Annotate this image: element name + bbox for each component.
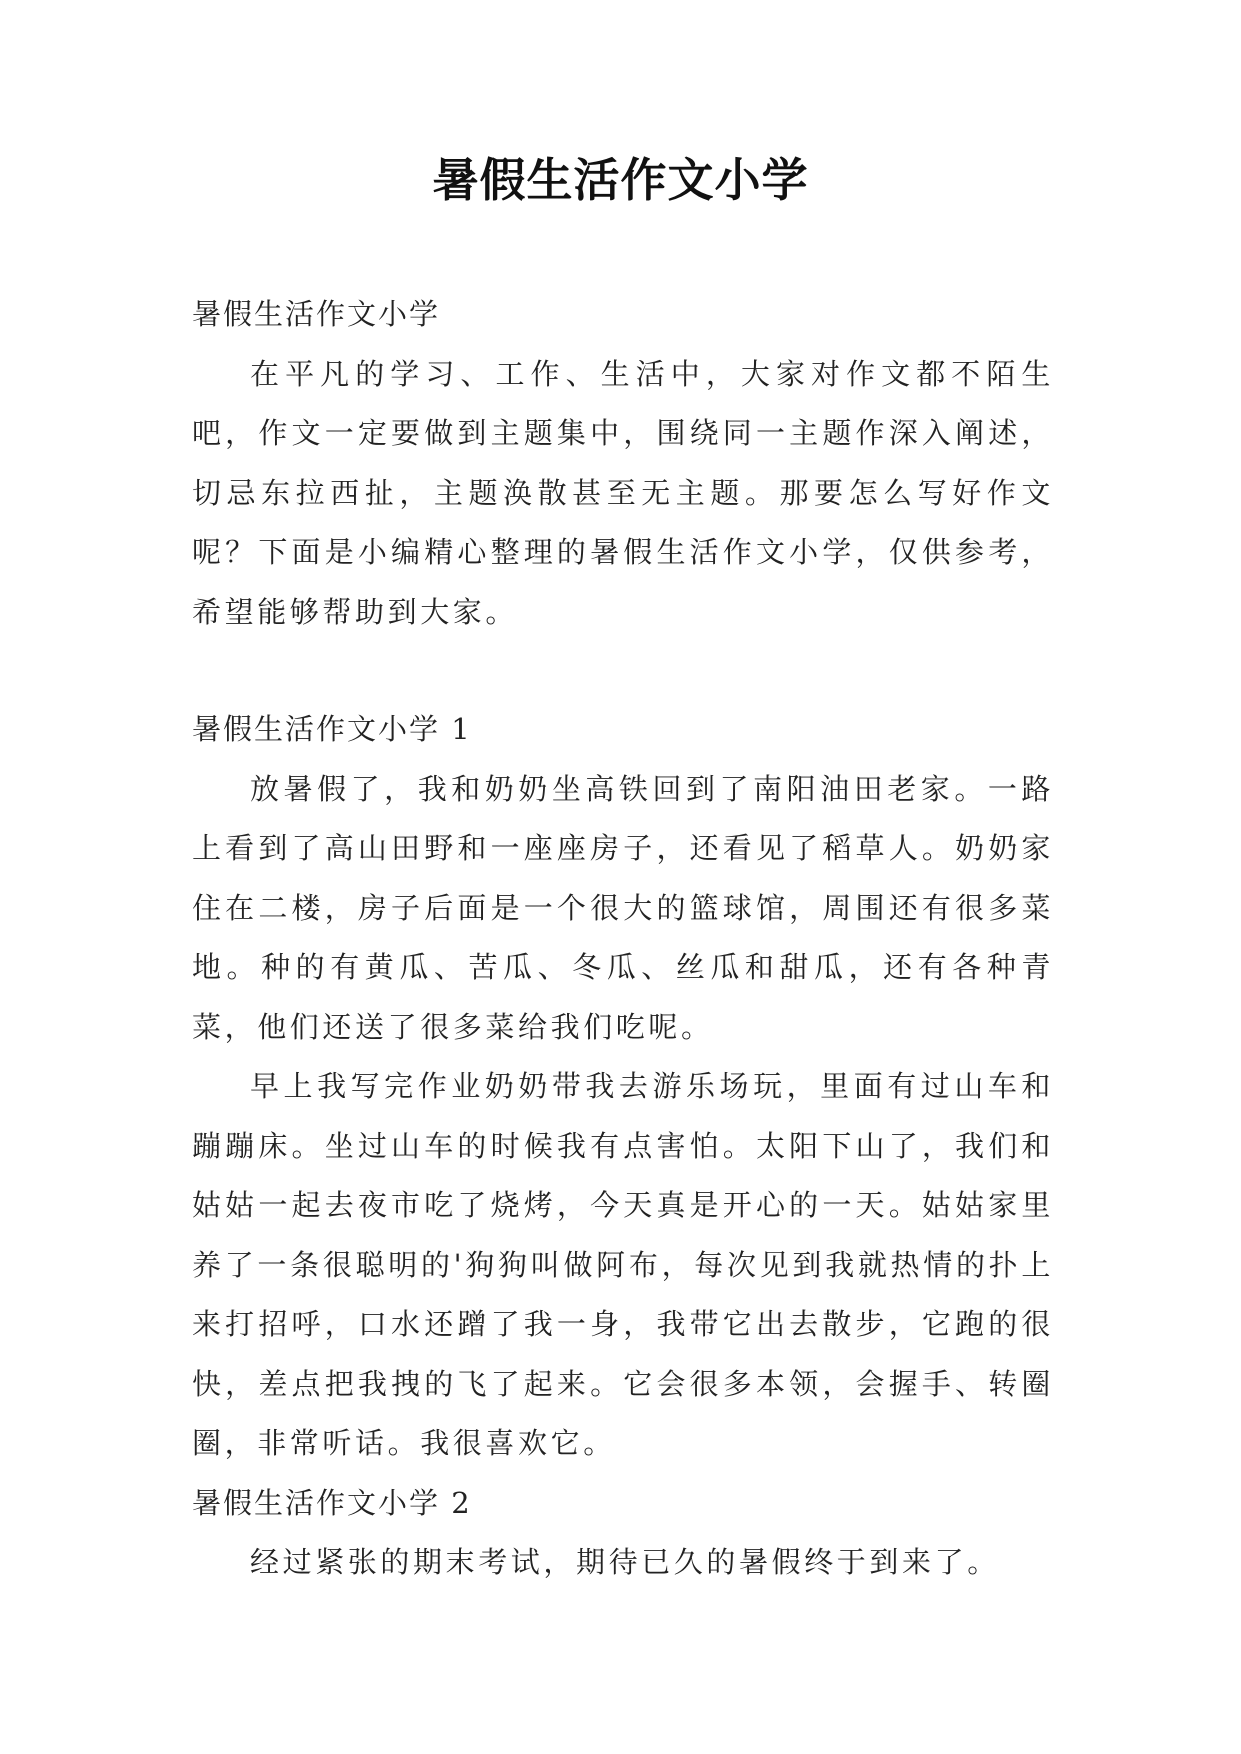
document-title: 暑假生活作文小学: [432, 153, 809, 207]
essay-1-paragraph-2: 早上我写完作业奶奶带我去游乐场玩，里面有过山车和蹦蹦床。坐过山车的时候我有点害怕。太阳下山了，我们和姑姑一起去夜市吃了烧烤，今天真是开心的一天。姑姑家里养了一条很聪明的'狗狗叫做阿布，每次见到我就热情的扑上来打招呼，口水还蹭了我一身，我带它出去散步，它跑的很快，差点把我拽的飞了起来。它会很多本领，会握手、转圈圈，非常听话。我很喜欢它。: [192, 1069, 1054, 1460]
essay-1-paragraph-1: 放暑假了，我和奶奶坐高铁回到了南阳油田老家。一路上看到了高山田野和一座座房子，还看见了稻草人。奶奶家住在二楼，房子后面是一个很大的篮球馆，周围还有很多菜地。种的有黄瓜、苦瓜、冬瓜、丝瓜和甜瓜，还有各种青菜，他们还送了很多菜给我们吃呢。: [192, 771, 1054, 1044]
intro-heading: 暑假生活作文小学: [192, 297, 441, 331]
document-body: [192, 285, 1054, 1593]
essay-1-heading: 暑假生活作文小学 1: [192, 712, 472, 746]
essay-2-heading: 暑假生活作文小学 2: [192, 1485, 472, 1520]
essay-2-paragraph-1: 经过紧张的期末考试，期待已久的暑假终于到来了。: [250, 1545, 1000, 1579]
intro-paragraph: 在平凡的学习、工作、生活中，大家对作文都不陌生吧，作文一定要做到主题集中，围绕同一主题作深入阐述，切忌东拉西扯，主题涣散甚至无主题。那要怎么写好作文呢？下面是小编精心整理的暑假生活作文小学，仅供参考，希望能够帮助到大家。: [192, 356, 1054, 629]
section-spacer: [192, 642, 1054, 700]
